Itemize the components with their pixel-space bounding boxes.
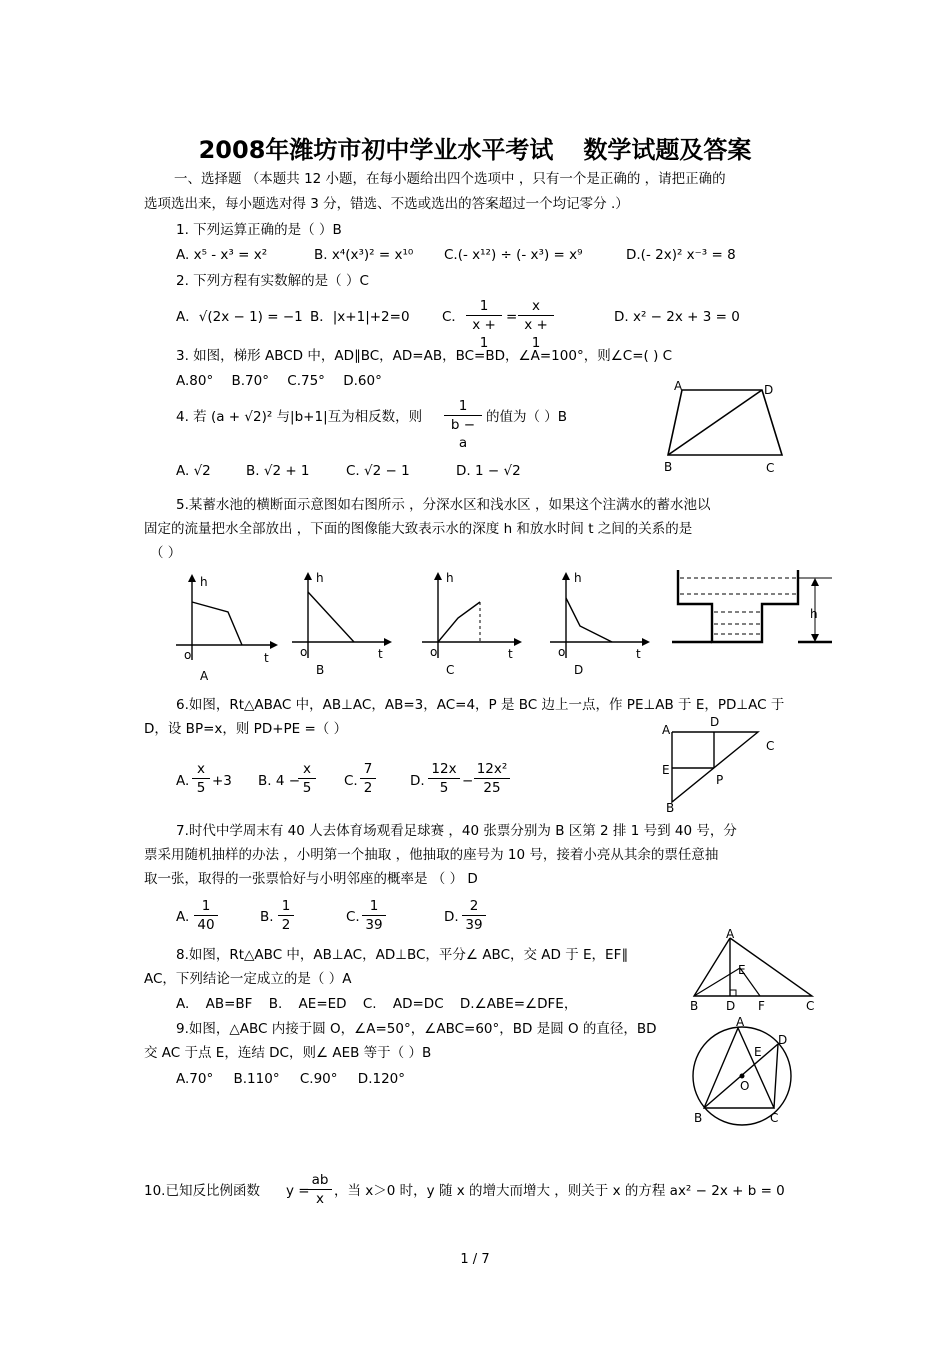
q6-label-e: E — [662, 763, 670, 777]
q5-b-axis-h: h — [316, 571, 324, 585]
q5-c-label: C — [446, 663, 455, 677]
q8-options: A. AB=BF B. AE=ED C. AD=DC D.∠ABE=∠DFE， — [176, 996, 578, 1012]
q10-pre: 10.已知反比例函数 — [144, 1183, 260, 1199]
q5-line-3: （ ） — [150, 545, 182, 561]
q5-c-axis-h: h — [446, 571, 454, 585]
q6-label-a: A — [662, 723, 671, 737]
q1-option-b: B. x⁴(x³)² = x¹⁰ — [314, 247, 414, 263]
q4-stem-post: 的值为（ ）B — [486, 409, 568, 425]
q6-option-c-label: C. — [344, 773, 358, 789]
title-right: 数学试题及答案 — [583, 136, 752, 164]
q7-d-num: 2 — [462, 897, 486, 916]
q8-label-a: A — [726, 928, 735, 941]
q2-c-den-1: x + 1 — [472, 317, 496, 351]
q6-b-num: x — [298, 760, 316, 779]
title-left: 2008年潍坊市初中学业水平考试 — [198, 136, 554, 164]
q5-d-origin: o — [558, 645, 566, 659]
q6-a-fraction — [192, 760, 210, 797]
q4-option-b: B. √2 + 1 — [246, 463, 310, 479]
q6-d-minus: − — [462, 773, 474, 789]
q6-a-den: 5 — [196, 780, 206, 796]
q6-c-den: 2 — [363, 780, 373, 796]
q8-triangle-figure — [686, 928, 822, 1014]
q6-d-fraction-1 — [428, 760, 460, 797]
q5-d-axis-t: t — [636, 647, 641, 661]
q3-label-a: A — [674, 380, 683, 393]
q10-fraction — [308, 1171, 332, 1208]
q7-b-den: 2 — [281, 917, 291, 933]
q6-label-p: P — [716, 773, 724, 787]
q1-option-a: A. x⁵ - x³ = x² — [176, 247, 268, 263]
q4-frac-den: b − a — [450, 417, 476, 451]
q7-a-den: 40 — [197, 917, 215, 933]
q3-label-c: C — [766, 461, 775, 475]
q1-option-c: C.(- x¹²) ÷ (- x³) = x⁹ — [444, 247, 583, 263]
q9-label-o: O — [740, 1079, 750, 1093]
q5-graph-c — [418, 570, 528, 685]
q9-line-1: 9.如图，△ABC 内接于圆 O，∠A=50°，∠ABC=60°，BD 是圆 O 的直径，BD — [176, 1021, 657, 1037]
q10-frac-den: x — [316, 1191, 324, 1207]
q4-fraction — [444, 397, 482, 452]
q9-label-b: B — [694, 1111, 703, 1125]
q5-line-2: 固定的流量把水全部放出 ，下面的图像能大致表示水的深度 h 和放水时间 t 之间的关系的是 — [144, 521, 693, 537]
q6-a-tail: +3 — [212, 773, 232, 789]
q7-line-3: 取一张，取得的一张票恰好与小明邻座的概率是 （ ） D — [144, 871, 478, 887]
q4-stem-pre: 4. 若 (a + √2)² 与|b+1|互为相反数，则 — [176, 409, 423, 425]
q6-d-num-1: 12x — [428, 760, 460, 779]
q9-label-a: A — [736, 1016, 745, 1029]
q4-option-a: A. √2 — [176, 463, 211, 479]
q9-label-e: E — [754, 1045, 762, 1059]
q5-a-axis-h: h — [200, 575, 208, 589]
q8-label-e: E — [738, 963, 746, 977]
q7-c-den: 39 — [365, 917, 383, 933]
q7-b-fraction — [278, 897, 294, 934]
q10-post: ，当 x＞0 时，y 随 x 的增大而增大 ，则关于 x 的方程 ax² − 2x + b = 0 — [334, 1183, 785, 1199]
q9-line-2: 交 AC 于点 E，连结 DC，则∠ AEB 等于（ ）B — [144, 1045, 432, 1061]
q2-c-equals: = — [506, 309, 518, 325]
q7-a-num: 1 — [194, 897, 218, 916]
q6-label-b: B — [666, 801, 675, 814]
q8-label-f: F — [758, 999, 765, 1013]
q7-b-num: 1 — [278, 897, 294, 916]
intro-line-2: 选项选出来，每小题选对得 3 分，错选、不选或选出的答案超过一个均记零分 .） — [144, 196, 629, 212]
q6-b-den: 5 — [302, 780, 312, 796]
q9-label-d: D — [778, 1033, 788, 1047]
q6-line-1: 6.如图，Rt△ABAC 中，AB⊥AC，AB=3，AC=4，P 是 BC 边上一点，作 PE⊥AB 于 E，PD⊥AC 于 — [176, 697, 785, 713]
q2-option-c-label: C． — [442, 309, 465, 325]
q6-d-fraction-2 — [474, 760, 510, 797]
q5-a-label: A — [200, 669, 209, 683]
q3-label-b: B — [664, 460, 673, 474]
q8-label-d: D — [726, 999, 736, 1013]
q4-frac-num: 1 — [444, 397, 482, 416]
q5-a-axis-t: t — [264, 651, 269, 665]
pool-h-label: h — [810, 607, 818, 621]
pool-cross-section — [672, 566, 834, 648]
q9-label-c: C — [770, 1111, 779, 1125]
q5-c-origin: o — [430, 645, 438, 659]
q3-label-d: D — [764, 383, 774, 397]
q7-option-d-label: D. — [444, 909, 459, 925]
q5-b-axis-t: t — [378, 647, 383, 661]
page-number: 1 / 7 — [460, 1252, 490, 1267]
q6-c-num: 7 — [360, 760, 376, 779]
q3-options: A.80° B.70° C.75° D.60° — [176, 373, 382, 389]
q2-c-den-2: x + 1 — [524, 317, 548, 351]
q6-d-den-2: 25 — [483, 780, 501, 796]
q7-a-fraction — [194, 897, 218, 934]
q1-option-d: D.(- 2x)² x⁻³ = 8 — [626, 247, 736, 263]
q6-label-d: D — [710, 715, 720, 729]
q7-c-num: 1 — [362, 897, 386, 916]
q8-line-2: AC，下列结论一定成立的是（ ）A — [144, 971, 352, 987]
q2-stem: 2. 下列方程有实数解的是（ ）C — [176, 273, 369, 289]
q5-b-label: B — [316, 663, 325, 677]
q4-option-d: D. 1 − √2 — [456, 463, 521, 479]
q5-graph-d — [546, 570, 656, 685]
q6-option-b-label: B. 4 − — [258, 773, 301, 789]
q3-stem: 3. 如图，梯形 ABCD 中，AD∥BC，AD=AB，BC=BD，∠A=100°，则∠C=( ) C — [176, 348, 673, 364]
q8-label-b: B — [690, 999, 699, 1013]
q6-b-fraction — [298, 760, 316, 797]
q7-option-a-label: A. — [176, 909, 190, 925]
q2-c-fraction-1 — [466, 297, 502, 352]
q6-option-a-label: A. — [176, 773, 190, 789]
q2-option-d: D. x² − 2x + 3 = 0 — [614, 309, 740, 325]
q7-d-den: 39 — [465, 917, 483, 933]
q7-c-fraction — [362, 897, 386, 934]
q5-d-axis-h: h — [574, 571, 582, 585]
q5-b-origin: o — [300, 645, 308, 659]
q4-option-c: C. √2 − 1 — [346, 463, 410, 479]
q5-a-origin: o — [184, 648, 192, 662]
q8-line-1: 8.如图，Rt△ABC 中，AB⊥AC，AD⊥BC，平分∠ ABC，交 AD 于 E，EF∥ — [176, 947, 629, 963]
q10-y-eq: y = — [286, 1183, 310, 1199]
q6-a-num: x — [192, 760, 210, 779]
trapezoid-figure — [660, 380, 790, 480]
q7-line-2: 票采用随机抽样的办法 ，小明第一个抽取 ，他抽取的座号为 10 号，接着小亮从其余的票任意抽 — [144, 847, 719, 863]
q6-c-fraction — [360, 760, 376, 797]
q8-label-c: C — [806, 999, 815, 1013]
q7-option-b-label: B. — [260, 909, 274, 925]
q6-d-num-2: 12x² — [474, 760, 510, 779]
q6-d-den-1: 5 — [439, 780, 449, 796]
q6-option-d-label: D. — [410, 773, 425, 789]
q9-circle-figure — [686, 1016, 806, 1128]
q5-line-1: 5.某蓄水池的横断面示意图如右图所示 ，分深水区和浅水区 ，如果这个注满水的蓄水池以 — [176, 497, 711, 513]
q2-option-b: B．|x+1|+2=0 — [310, 309, 410, 325]
q5-graph-b — [288, 570, 398, 685]
q7-line-1: 7.时代中学周末有 40 人去体育场观看足球赛 ，40 张票分别为 B 区第 2 排 1 号到 40 号，分 — [176, 823, 737, 839]
page-title — [0, 130, 950, 165]
q6-line-2: D，设 BP=x，则 PD+PE =（ ） — [144, 721, 348, 737]
q5-graph-a — [170, 570, 280, 685]
q5-d-label: D — [574, 663, 584, 677]
q1-stem: 1. 下列运算正确的是（ ）B — [176, 222, 342, 238]
q9-options: A.70° B.110° C.90° D.120° — [176, 1071, 406, 1087]
q7-d-fraction — [462, 897, 486, 934]
q6-triangle-figure — [658, 714, 788, 814]
q2-c-num-1: 1 — [466, 297, 502, 316]
q5-c-axis-t: t — [508, 647, 513, 661]
q10-frac-num: ab — [308, 1171, 332, 1190]
intro-line-1: 一、选择题 （本题共 12 小题，在每小题给出四个选项中 ，只有一个是正确的 ，请把正确的 — [174, 171, 726, 187]
q2-c-num-2: x — [518, 297, 554, 316]
q2-c-fraction-2 — [518, 297, 554, 352]
q6-label-c: C — [766, 739, 775, 753]
q7-option-c-label: C. — [346, 909, 360, 925]
q2-option-a: A．√(2x − 1) = −1 — [176, 309, 303, 325]
